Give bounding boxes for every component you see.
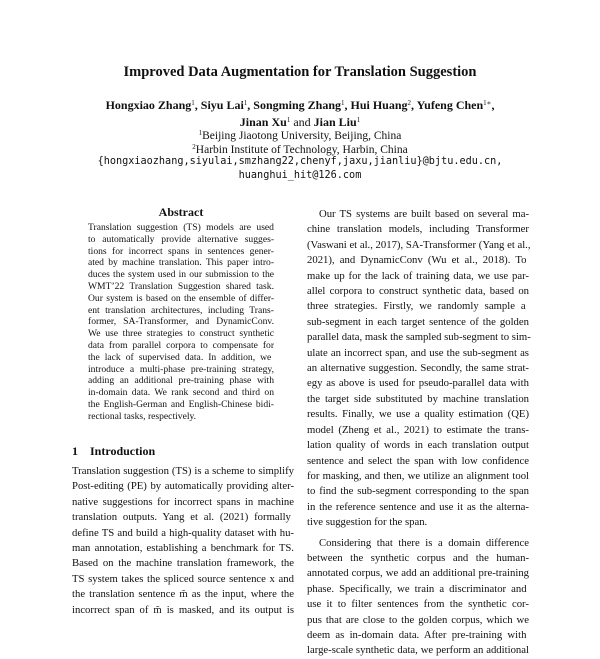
abstract-body <box>88 222 274 423</box>
text-line: data from parallel corpora to compensate for <box>88 339 275 351</box>
email-line-2: huanghui_hit@126.com <box>238 170 362 181</box>
text-line: the English-German and English-Chinese bidi- <box>88 398 274 410</box>
text-line: egy as above is used for pseudo-parallel data with <box>307 377 529 390</box>
text-line: incorrect span of m̃ is masked, and its output is <box>72 603 295 616</box>
author-name: Jinan Xu <box>239 115 287 129</box>
author-affiliation-mark: 1 <box>341 99 345 107</box>
author-affiliation-mark: 1 <box>243 99 248 107</box>
author-list <box>70 96 530 130</box>
text-line: ated by machine translation. This paper intro- <box>88 257 275 269</box>
text-line: define TS and build a high-quality dataset with hu- <box>72 526 294 539</box>
text-line: pus that are close to the golden corpus, which we <box>307 613 530 626</box>
text-line: tive suggestion for the span. <box>307 516 428 529</box>
author-affiliation-mark: 1 <box>356 116 361 124</box>
text-line: for masking, and then, we utilize an alignment tool <box>307 469 530 482</box>
text-line: make up for the lack of training data, we use par- <box>307 269 529 282</box>
text-line: ulate an incorrect span, and use the sub-segment as <box>307 346 529 359</box>
author-name: Hui Huang <box>350 98 408 112</box>
text-line: model (Zheng et al., 2021) to estimate the trans- <box>307 423 529 436</box>
email-line-1: {hongxiaozhang,siyulai,smzhang22,chenyf,jaxu,jianliu}@bjtu.edu.cn, <box>97 156 503 167</box>
text-line: adding an additional pre-training phase with <box>88 375 275 387</box>
text-line: the target side substituted by machine translation <box>307 392 530 405</box>
text-line: three strategies. Firstly, we randomly sample a <box>307 300 526 313</box>
author-line-1: Hongxiao Zhang$^1$, Siyu Lai$^1$, Songming Zhang$^1$, Hui Huang$^2$, Yufeng Chen$^{1∗}$, <box>105 98 495 112</box>
affiliation-sup: 1 <box>198 129 203 137</box>
text-line: in the reference sentence and use it as the alterna- <box>307 500 529 513</box>
text-line: Translation suggestion (TS) is a scheme to simplify <box>72 465 294 477</box>
paragraph <box>307 207 529 531</box>
text-line: 2021), and DynamicConv (Wu et al., 2018). To <box>307 254 527 267</box>
text-line: Post-editing (PE) by automatically providing alter- <box>72 480 295 493</box>
text-line: deem as in-domain data. After pre-training with <box>307 628 527 641</box>
section-heading-introduction <box>72 444 155 459</box>
author-name: Songming Zhang <box>253 98 341 112</box>
text-line: phase. Specifically, we train a discriminator and <box>307 582 527 595</box>
text-line: use it to filter sentences from the synthetic cor- <box>307 598 529 611</box>
author-name: Jian Liu <box>313 115 357 129</box>
affiliation-sup: 2 <box>192 143 196 151</box>
author-affiliation-mark: 1 <box>191 99 195 107</box>
abstract-heading: Abstract <box>158 205 204 219</box>
text-line: duces the system used in our submission to the <box>88 269 275 281</box>
text-line: rectional tasks, respectively. <box>88 410 197 422</box>
text-line: allel corpora to construct synthetic data, based on <box>307 285 530 298</box>
text-line: Considering that there is a domain difference <box>319 536 529 549</box>
text-line: lation quality of words in each translation output <box>307 439 529 452</box>
text-line: Our system is based on the ensemble of differ- <box>88 292 275 304</box>
author-name: Yufeng Chen <box>416 98 484 112</box>
paragraph <box>307 536 529 659</box>
right-column-body <box>307 207 529 659</box>
section-number: 1 <box>72 444 78 458</box>
text-line: large-scale synthetic data, we perform an additional <box>307 644 529 657</box>
text-line: sub-segment in each target sentence of the golden <box>307 315 529 328</box>
author-and: and <box>290 115 314 129</box>
text-line: results. Finally, we use a quality estimation (QE) <box>307 408 530 421</box>
affiliation-text: Beijing Jiaotong University, Beijing, China <box>202 130 402 142</box>
section-title: Introduction <box>90 444 156 458</box>
text-line: introduce a multi-phase pre-training strategy, <box>88 363 275 375</box>
text-line: We use three strategies to construct synthetic <box>88 328 275 340</box>
text-line: translation outputs. Yang et al. (2021) formally <box>72 511 291 524</box>
text-line: Translation suggestion (TS) models are used <box>88 222 274 233</box>
author-name: Siyu Lai <box>200 98 244 112</box>
author-affiliation-mark: 2 <box>407 99 412 107</box>
paper-title: Improved Data Augmentation for Translation Suggestion <box>123 64 477 80</box>
author-affiliation-mark: 1∗ <box>483 99 492 107</box>
text-line: parallel data, mask the sampled sub-segment to sim- <box>307 331 531 344</box>
text-line: sentence and select the span with low confidence <box>307 454 529 467</box>
text-line: native suggestions for incorrect spans in machine <box>72 495 295 508</box>
text-line: to find the sub-segment corresponding to the span <box>307 485 530 498</box>
text-line: (Vaswani et al., 2017), SA-Transformer (Yang et al., <box>307 238 531 251</box>
author-affiliation-mark: 1 <box>286 116 291 124</box>
text-line: former, SA-Transformer, and DynamicConv. <box>88 316 274 328</box>
text-line: tions for incorrect spans in sentences gener- <box>88 245 274 257</box>
text-line: an alternative suggestion. Secondly, the same strat- <box>307 362 529 375</box>
author-name: Hongxiao Zhang <box>105 98 192 112</box>
text-line: man annotation, establishing a benchmark for TS. <box>72 542 294 555</box>
introduction-body <box>72 464 294 618</box>
text-line: WMT’22 Translation Suggestion shared task. <box>88 280 274 292</box>
text-line: to automatically provide alternative sugges- <box>88 233 275 245</box>
text-line: Our TS systems are built based on several ma- <box>319 208 530 220</box>
affiliation-text: Harbin Institute of Technology, Harbin, China <box>195 144 408 156</box>
text-line: in-domain data. We rank second and third on <box>88 387 275 399</box>
text-line: the translation sentence m̃ as the input, where the <box>72 588 295 601</box>
text-line: between the synthetic corpus and the human- <box>307 551 530 564</box>
text-line: chine translation models, including Transformer <box>307 223 529 236</box>
text-line: the lack of supervised data. In addition, we <box>88 351 272 363</box>
text-line: ent translation architectures, including Trans- <box>88 304 274 316</box>
text-line: Based on the machine translation framework, the <box>72 557 295 570</box>
text-line: annotated corpus, we add an additional pre-training <box>307 567 530 580</box>
text-line: TS system takes the spliced source sentence x and <box>72 572 294 585</box>
